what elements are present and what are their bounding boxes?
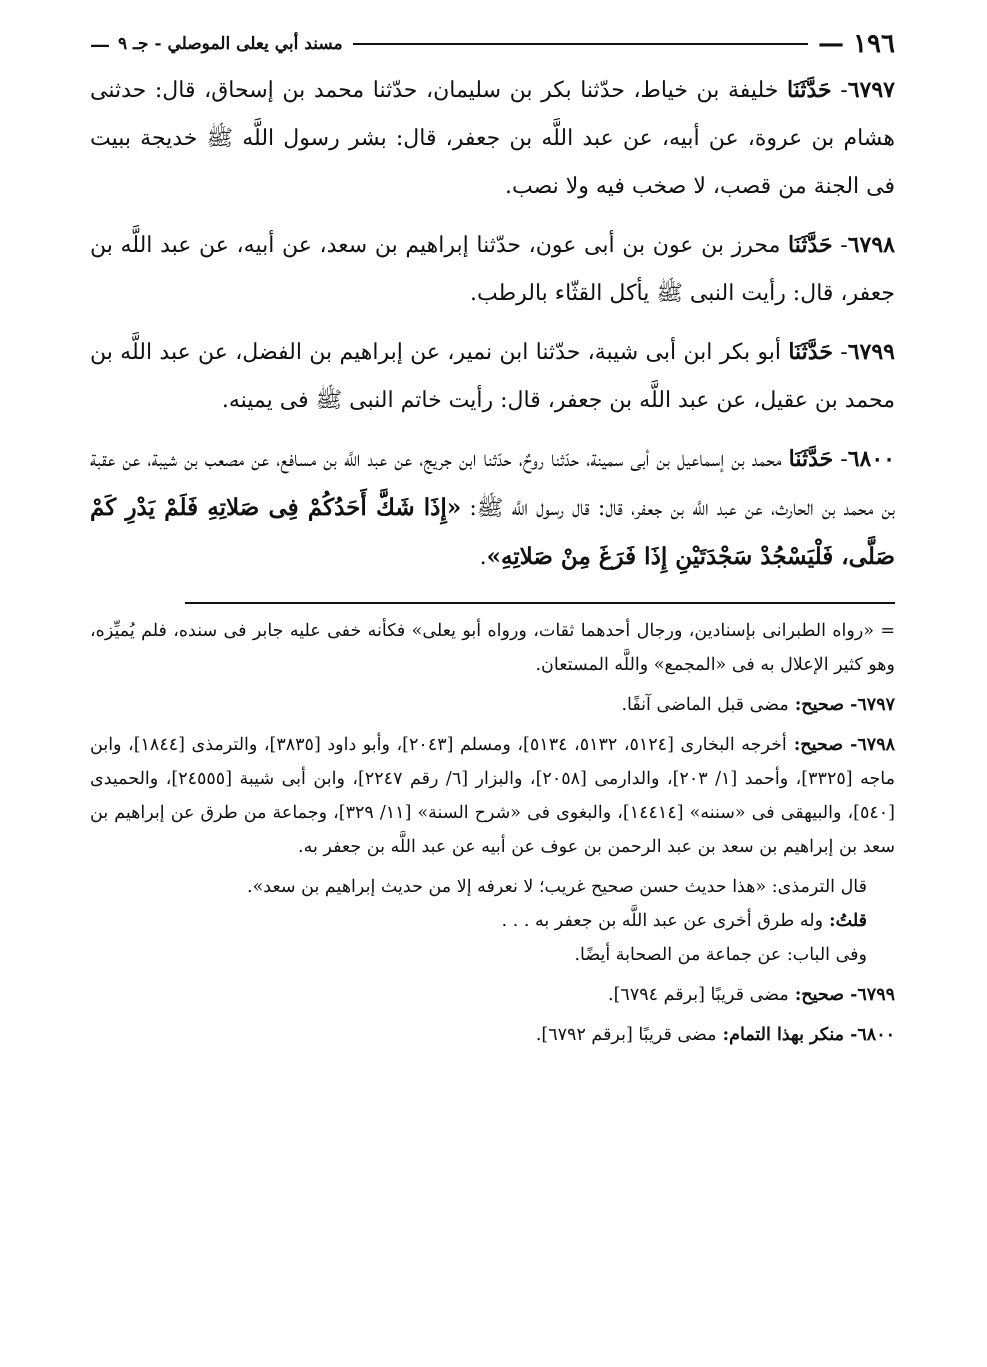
footnote-number: ٦٧٩٨- <box>843 735 895 755</box>
hadith-text: أبو بكر ابن أبى شيبة، حدّثنا ابن نمير، عن إبراهيم بن الفضل، عن عبد اللَّه بن محمد بن عقيل، عن عبد اللَّه بن جعفر، قال: رأيت خاتم النبى ﷺ فى يمينه. <box>90 340 895 413</box>
footnote-tirmidhi-quote <box>90 870 895 904</box>
footnote-6799 <box>90 978 895 1012</box>
hadith-text: خليفة بن خياط، حدّثنا بكر بن سليمان، حدّثنا محمد بن إسحاق، قال: حدثنى هشام بن عروة، عن أبيه، عن عبد اللَّه بن جعفر، قال: بشر رسول اللَّه ﷺ خديجة ببيت فى الجنة من قصب، لا صخب فيه ولا نصب. <box>90 78 895 199</box>
hadith-dash: - <box>832 233 848 258</box>
hadith-number: ٦٨٠٠ <box>847 446 895 472</box>
hadith-text: محرز بن عون بن أبى عون، حدّثنا إبراهيم بن سعد، عن أبيه، عن عبد اللَّه بن جعفر، قال: رأيت النبى ﷺ يأكل القثّاء بالرطب. <box>90 233 895 306</box>
footnote-text: وفى الباب: عن جماعة من الصحابة أيضًا. <box>574 945 867 965</box>
footnote-chapter-remark <box>90 938 895 972</box>
hadith-6798 <box>90 221 895 318</box>
hadith-end: . <box>479 545 487 570</box>
footnote-6798 <box>90 728 895 864</box>
footnote-6797 <box>90 688 895 722</box>
hadith-6800 <box>90 435 895 582</box>
running-header <box>90 22 895 66</box>
footnote-grade: منكر بهذا التمام: <box>716 1025 845 1045</box>
footnote-text: أخرجه البخارى [٥١٢٤، ٥١٣٢، ٥١٣٤]، ومسلم [٢٠٤٣]، وأبو داود [٣٨٣٥]، والترمذى [١٨٤٤]، وابن ماجه [٣٣٢٥]، وأحمد [١/ ٢٠٣]، والدارمى [٢٠٥٨]، والبزار [٦/ رقم ٢٢٤٧]، وابن أبى شيبة [٢٤٥٥٥]، والحميدى [٥٤٠]، والبيهقى فى «سننه» [١٤٤١٤]، والبغوى فى «شرح السنة» [١١/ ٣٢٩]، وجماعة من طرق عن إبراهيم بن سعد بن إبراهيم بن سعد بن عبد الرحمن بن عوف عن أبيه عن عبد اللَّه بن جعفر به. <box>90 735 895 857</box>
hadith-verb: حَدَّثَنَا <box>788 446 834 472</box>
hadith-dash: - <box>832 340 848 365</box>
footnote-continuation <box>90 614 895 682</box>
hadith-verb: حَدَّثَنَا <box>788 232 833 258</box>
footnote-text: وله طرق أخرى عن عبد اللَّه بن جعفر به . . . <box>501 911 824 931</box>
hadith-dash: - <box>831 78 848 103</box>
footnote-divider <box>185 602 895 604</box>
footnote-6800 <box>90 1018 895 1052</box>
footnote-number: ٦٧٩٧- <box>844 695 895 715</box>
footnote-text: مضى قريبًا [برقم ٦٧٩٢]. <box>535 1025 717 1045</box>
page <box>90 22 895 1058</box>
hadith-matn: «إِذَا شَكَّ أَحَدُكُمْ فِى صَلاتِهِ فَلَمْ يَدْرِ كَمْ صَلَّى، فَلْيَسْجُدْ سَجْدَتَيْنِ إِذَا فَرَغَ مِنْ صَلاتِهِ» <box>90 494 895 570</box>
header-trailing-dash: — <box>90 32 110 56</box>
page-number: ١٩٦ — <box>818 29 895 59</box>
footnotes <box>90 614 895 1052</box>
hadith-number: ٦٧٩٧ <box>847 77 895 103</box>
footnote-author-remark <box>90 904 895 938</box>
footnote-grade: صحيح: <box>786 735 844 755</box>
footnote-number: ٦٨٠٠- <box>844 1025 895 1045</box>
hadith-dash: - <box>833 447 848 472</box>
footnote-text: مضى قبل الماضى آنفًا. <box>621 695 789 715</box>
footnote-keyword: قلتُ: <box>823 911 867 931</box>
footnote-text: مضى قريبًا [برقم ٦٧٩٤]. <box>608 985 789 1005</box>
header-rule <box>353 43 808 45</box>
running-title: مسند أبي يعلى الموصلي - جـ ٩ <box>118 34 343 54</box>
footnote-text: قال الترمذى: «هذا حديث حسن صحيح غريب؛ لا نعرفه إلا من حديث إبراهيم بن سعد». <box>247 877 867 897</box>
hadith-6797 <box>90 66 895 211</box>
hadith-6799 <box>90 328 895 425</box>
footnote-marker: = <box>873 621 895 641</box>
hadith-verb: حَدَّثَنَا <box>788 339 833 365</box>
footnote-grade: صحيح: <box>788 985 845 1005</box>
footnote-grade: صحيح: <box>788 695 845 715</box>
footnote-text: «رواه الطبرانى بإسنادين، ورجال أحدهما ثقات، ورواه أبو يعلى» فكأنه خفى عليه جابر فى سنده، فلم يُميِّزه، وهو كثير الإعلال به فى «المجمع» واللَّه المستعان. <box>90 621 895 675</box>
hadith-text: محمد بن إسماعيل بن أبى سمينة، حدّثنا روحٌ، حدّثنا ابن جريج، عن عبد اللَّه بن مسافع، عن مصعب بن شيبة، عن عقبة بن محمد بن الحارث، عن عبد اللَّه بن جعفر، قال: قال رسول اللَّه ﷺ: <box>90 447 896 521</box>
hadith-number: ٦٧٩٩ <box>847 339 895 365</box>
hadith-number: ٦٧٩٨ <box>847 232 895 258</box>
hadith-verb: حَدَّثَنَا <box>787 77 832 103</box>
footnote-number: ٦٧٩٩- <box>844 985 895 1005</box>
